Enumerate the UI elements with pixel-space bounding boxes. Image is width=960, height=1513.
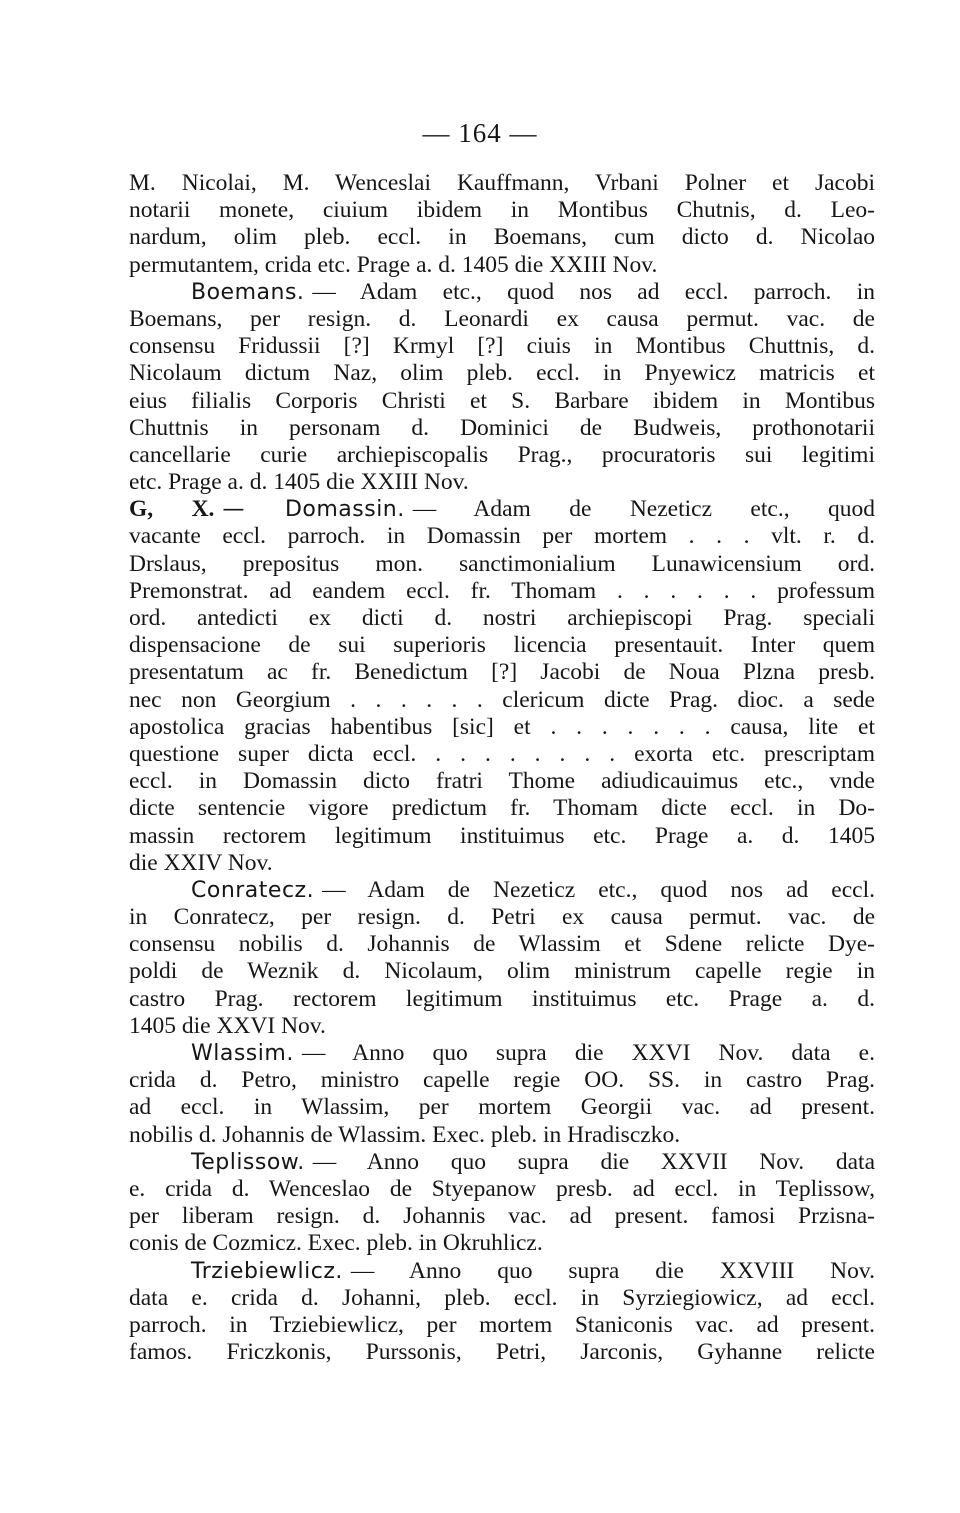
entry-prefix: G, X. xyxy=(129,496,215,523)
document-body xyxy=(129,170,875,1366)
entry-domassin xyxy=(129,496,875,877)
entry-conratecz xyxy=(129,877,875,1040)
text-line: etc. Prage a. d. 1405 die XXIII Nov. xyxy=(129,469,469,496)
text-line: famos. Friczkonis, Purssonis, Petri, Jarconis, Gyhanne relicte xyxy=(129,1339,875,1366)
page-number: — 164 — xyxy=(422,118,538,148)
text-line: presentatum ac fr. Benedictum [?] Jacobi de Noua Plzna presb. xyxy=(129,659,875,686)
text-line: M. Nicolai, M. Wenceslai Kauffmann, Vrbani Polner et Jacobi xyxy=(129,170,875,196)
text-line: dicte sentencie vigore predictum fr. Thomam dicte eccl. in Do- xyxy=(129,795,875,822)
entry-heading: Teplissow. xyxy=(191,1149,305,1175)
entry-text: — Anno quo supra die XXVII Nov. data xyxy=(312,1148,875,1175)
text-line: consensu nobilis d. Johannis de Wlassim et Sdene relicte Dye- xyxy=(129,931,875,958)
entry-continuation xyxy=(129,170,875,279)
text-line: nec non Georgium . . . . . . clericum dicte Prag. dioc. a sede xyxy=(129,686,875,713)
entry-text: — Anno quo supra die XXVIII Nov. xyxy=(350,1257,875,1284)
text-line: consensu Fridussii [?] Krmyl [?] ciuis in Montibus Chuttnis, d. xyxy=(129,333,875,360)
text-line: castro Prag. rectorem legitimum instituimus etc. Prage a. d. xyxy=(129,985,875,1012)
text-line: poldi de Weznik d. Nicolaum, olim ministrum capelle regie in xyxy=(129,958,875,985)
text-line: e. crida d. Wenceslao de Styepanow presb. ad eccl. in Teplissow, xyxy=(129,1175,875,1202)
entry-teplissow xyxy=(129,1149,875,1258)
entry-text: — Anno quo supra die XXVI Nov. data e. xyxy=(301,1040,875,1066)
text-line: nardum, olim pleb. eccl. in Boemans, cum dicto d. Nicolao xyxy=(129,224,875,251)
text-line: apostolica gracias habentibus [sic] et . . . . . . . causa, lite et xyxy=(129,713,875,740)
text-line: 1405 die XXVI Nov. xyxy=(129,1012,326,1039)
entry-trziebiewlicz xyxy=(129,1258,875,1367)
text-line: Nicolaum dictum Naz, olim pleb. eccl. in Pnyewicz matricis et xyxy=(129,360,875,387)
text-line: Premonstrat. ad eandem eccl. fr. Thomam . . . . . . professum xyxy=(129,577,875,604)
text-line: ord. antedicti ex dicti d. nostri archiepiscopi Prag. speciali xyxy=(129,605,875,631)
entry-first-line xyxy=(129,877,875,904)
text-line: Boemans, per resign. d. Leonardi ex causa permut. vac. de xyxy=(129,305,875,332)
text-line: vacante eccl. parroch. in Domassin per mortem . . . vlt. r. d. xyxy=(129,523,875,550)
entry-text: — Adam de Nezeticz etc., quod nos ad eccl. xyxy=(322,876,875,903)
text-line: ad eccl. in Wlassim, per mortem Georgii vac. ad present. xyxy=(129,1094,875,1121)
text-line: questione super dicta eccl. . . . . . . . . exorta etc. prescriptam xyxy=(129,740,875,767)
text-line: permutantem, crida etc. Prage a. d. 1405 die XXIII Nov. xyxy=(129,251,658,278)
text-line: per liberam resign. d. Johannis vac. ad present. famosi Przisna- xyxy=(129,1203,875,1230)
entry-heading: — Domassin. xyxy=(222,497,405,523)
text-line: die XXIV Nov. xyxy=(129,849,273,876)
entry-first-line xyxy=(129,1258,875,1285)
text-line: Chuttnis in personam d. Dominici de Budweis, prothonotarii xyxy=(129,414,875,441)
text-line: eius filialis Corporis Christi et S. Barbare ibidem in Montibus xyxy=(129,387,875,414)
entry-first-line xyxy=(129,496,875,523)
text-line: eccl. in Domassin dicto fratri Thome adiudicauimus etc., vnde xyxy=(129,768,875,795)
text-line: massin rectorem legitimum instituimus etc. Prage a. d. 1405 xyxy=(129,822,875,849)
entry-first-line xyxy=(129,279,875,306)
entry-text: — Adam de Nezeticz etc., quod xyxy=(412,496,875,523)
entry-wlassim xyxy=(129,1040,875,1149)
text-line: parroch. in Trziebiewlicz, per mortem Staniconis vac. ad present. xyxy=(129,1311,875,1338)
text-line: cancellarie curie archiepiscopalis Prag., procuratoris sui legitimi xyxy=(129,441,875,468)
entry-boemans xyxy=(129,279,875,497)
text-line: data e. crida d. Johanni, pleb. eccl. in Syrziegiowicz, ad eccl. xyxy=(129,1284,875,1311)
entry-heading: Trziebiewlicz. xyxy=(191,1258,343,1284)
text-line: crida d. Petro, ministro capelle regie OO. SS. in castro Prag. xyxy=(129,1067,875,1094)
entry-first-line xyxy=(129,1149,875,1176)
text-line: nobilis d. Johannis de Wlassim. Exec. pleb. in Hradisczko. xyxy=(129,1121,681,1148)
entry-first-line xyxy=(129,1040,875,1067)
text-line: dispensacione de sui superioris licencia presentauit. Inter quem xyxy=(129,632,875,659)
text-line: in Conratecz, per resign. d. Petri ex causa permut. vac. de xyxy=(129,904,875,931)
text-line: Drslaus, prepositus mon. sanctimonialium Lunawicensium ord. xyxy=(129,550,875,577)
text-line: notarii monete, ciuium ibidem in Montibus Chutnis, d. Leo- xyxy=(129,197,875,224)
entry-heading: Conratecz. xyxy=(191,877,315,903)
text-line: conis de Cozmicz. Exec. pleb. in Okruhlicz. xyxy=(129,1230,543,1257)
entry-heading: Wlassim. xyxy=(191,1041,294,1066)
entry-text: — Adam etc., quod nos ad eccl. parroch. in xyxy=(312,278,875,305)
entry-heading: Boemans. xyxy=(191,279,305,305)
